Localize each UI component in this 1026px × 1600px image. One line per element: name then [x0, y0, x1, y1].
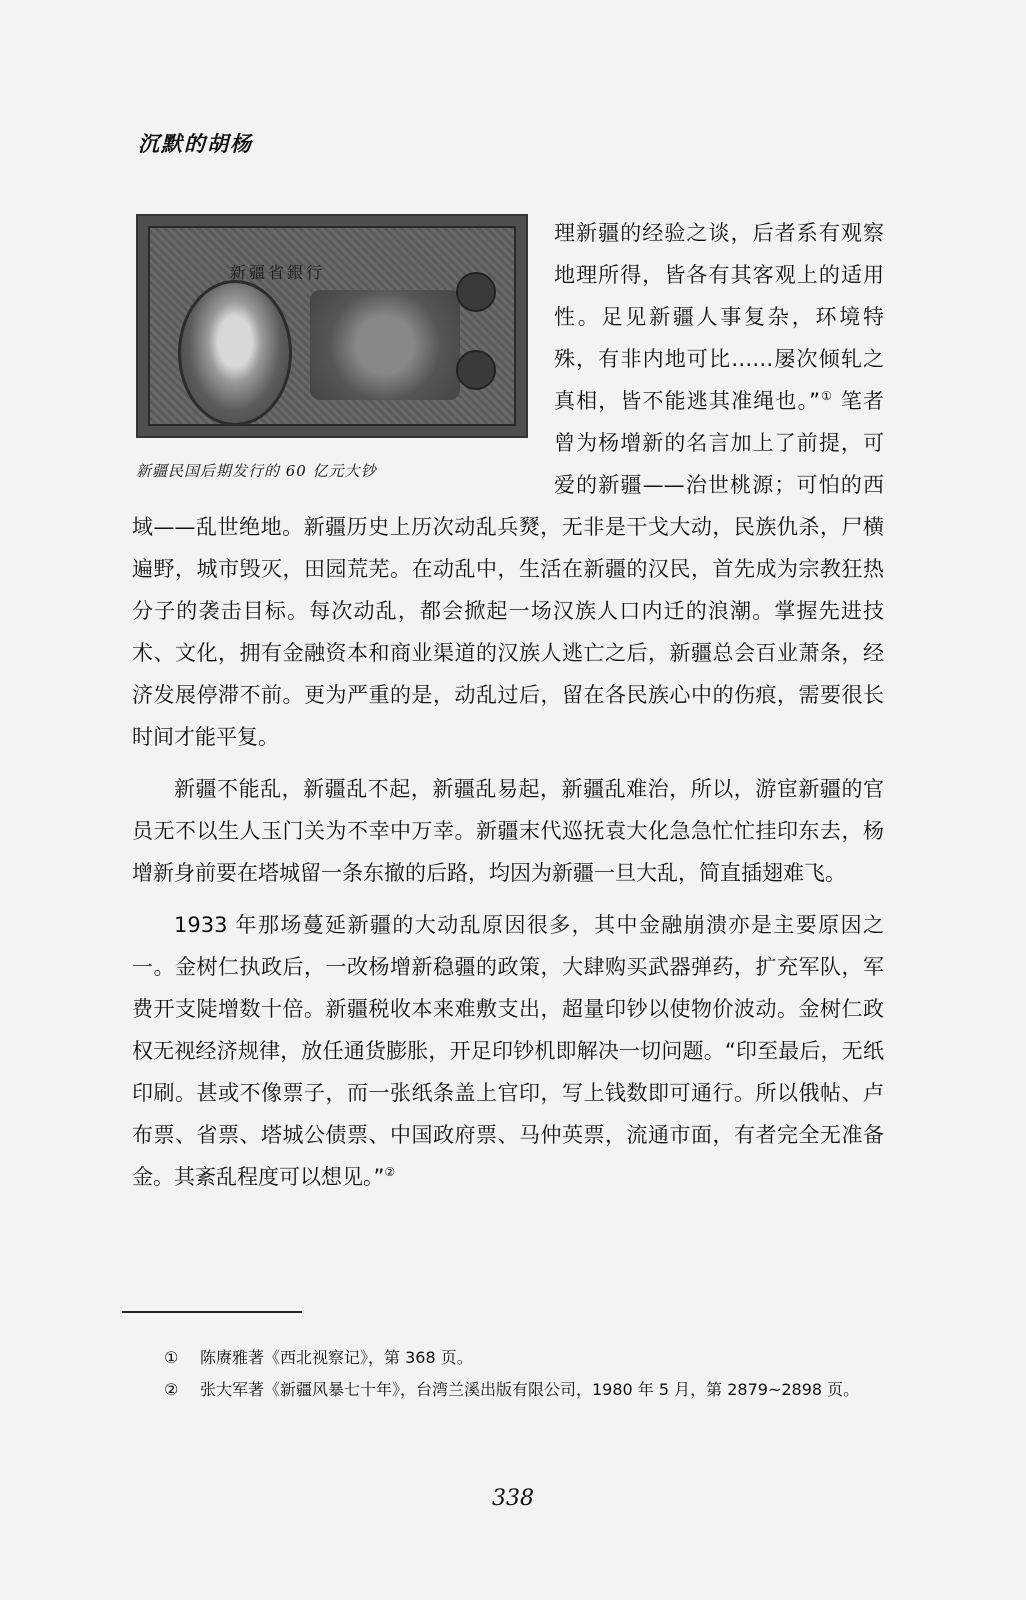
footnote-text: 张大军著《新疆风暴七十年》，台湾兰溪出版有限公司，1980 年 5 月，第 2879~2898 页。 [200, 1380, 860, 1399]
figure-caption: 新疆民国后期发行的 60 亿元大钞 [136, 462, 377, 480]
footnote-marker: ② [164, 1380, 179, 1399]
running-header-title: 沉默的胡杨 [138, 131, 253, 156]
footnote-2 [164, 1376, 876, 1404]
footnote-ref-1[interactable]: ① [820, 389, 834, 403]
paragraph-2: 新疆不能乱，新疆乱不起，新疆乱易起，新疆乱难治，所以，游宦新疆的官员无不以生人玉门关为不幸中万幸。新疆末代巡抚袁大化急急忙忙挂印东去，杨增新身前要在塔城留一条东撤的后路，均因为新疆一旦大乱，简直插翅难飞。 [132, 777, 884, 885]
footnote-ref-2[interactable]: ② [384, 1165, 396, 1179]
footnote-marker: ① [164, 1348, 179, 1367]
figure-wrap-spacer [132, 212, 554, 504]
banknote-issuer-text: 新疆省銀行 [230, 263, 326, 282]
body-text [132, 212, 884, 1198]
paragraph-1: 理新疆的经验之谈，后者系有观察地理所得，皆各有其客观上的适用性。足见新疆人事复杂，环境特殊，有非内地可比……屡次倾轧之真相，皆不能逃其准绳也。”① 笔者曾为杨增新的名言加上了前提，可爱的新疆——治世桃源；可怕的西域——乱世绝地。新疆历史上历次动乱兵燹，无非是干戈大动，民族仇杀，尸横遍野，城市毁灭，田园荒芜。在动乱中，生活在新疆的汉民，首先成为宗教狂热分子的袭击目标。每次动乱，都会掀起一场汉族人口内迁的浪潮。掌握先进技术、文化，拥有金融资本和商业渠道的汉族人逃亡之后，新疆总会百业萧条，经济发展停滞不前。更为严重的是，动乱过后，留在各民族心中的伤痕，需要很长时间才能平复。 [132, 221, 884, 749]
footnote-divider [122, 1311, 302, 1313]
paragraph-3: 1933 年那场蔓延新疆的大动乱原因很多，其中金融崩溃亦是主要原因之一。金树仁执政后，一改杨增新稳疆的政策，大肆购买武器弹药，扩充军队，军费开支陡增数十倍。新疆税收本来难敷支出，超量印钞以使物价波动。金树仁政权无视经济规律，放任通货膨胀，开足印钞机即解决一切问题。“印至最后，无纸印刷。甚或不像票子，而一张纸条盖上官印，写上钱数即可通行。所以俄帖、卢布票、省票、塔城公债票、中国政府票、马仲英票，流通市面，有者完全无准备金。其紊乱程度可以想见。”② [132, 913, 884, 1189]
footnotes [164, 1344, 876, 1408]
page-number: 338 [492, 1486, 534, 1511]
footnote-1 [164, 1344, 876, 1372]
footnote-text: 陈赓雅著《西北视察记》，第 368 页。 [200, 1348, 473, 1367]
